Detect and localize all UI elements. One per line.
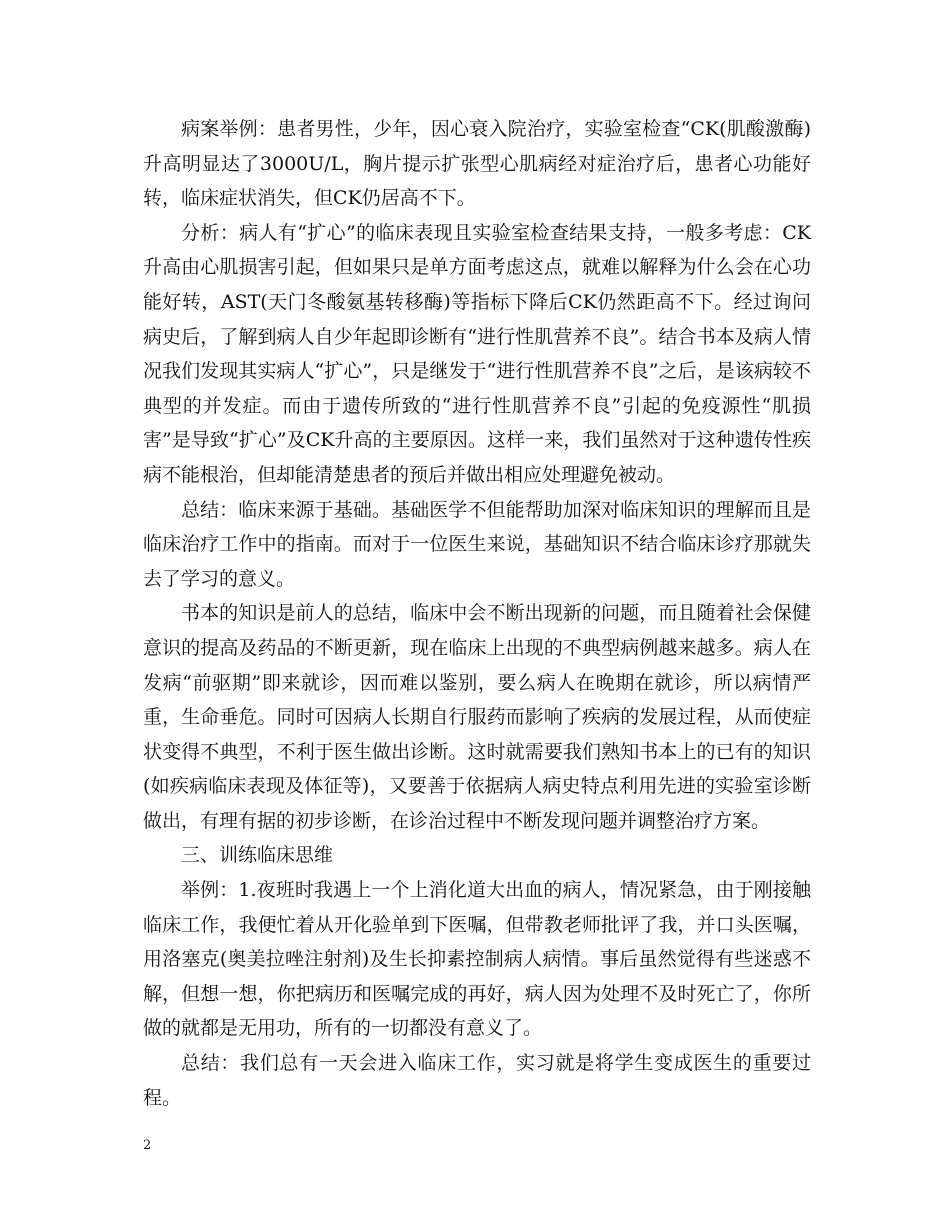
page-number: 2 [143, 1138, 152, 1153]
section-heading: 三、训练临床思维 [181, 844, 334, 867]
textbook-knowledge-paragraph: 书本的知识是前人的总结，临床中会不断出现新的问题，而且随着社会保健意识的提高及药品的不断更新，现在临床上出现的不典型病例越来越多。病人在发病“前驱期”即来就诊，因而难以鉴别，要么病人在晚期在就诊，所以病情严重，生命垂危。同时可因病人长期自行服药而影响了疾病的发展过程，从而使症状变得不典型，不利于医生做出诊断。这时就需要我们熟知书本上的已有的知识(如疾病临床表现及体征等)，又要善于依据病人病史特点利用先进的实验室诊断做出，有理有据的初步诊断，在诊治过程中不断发现问题并调整治疗方案。 [143, 602, 811, 832]
case-example-paragraph: 病案举例：患者男性，少年，因心衰入院治疗，实验室检查“CK(肌酸激酶)升高明显达了3000U/L，胸片提示扩张型心肌病经对症治疗后，患者心功能好转，临床症状消失，但CK仍居高不下。 [143, 118, 811, 210]
example-paragraph: 举例：1.夜班时我遇上一个上消化道大出血的病人，情况紧急，由于刚接触临床工作，我便忙着从开化验单到下医嘱，但带教老师批评了我，并口头医嘱，用洛塞克(奥美拉唑注射剂)及生长抑素控制病人病情。事后虽然觉得有些迷惑不解，但想一想，你把病历和医嘱完成的再好，病人因为处理不及时死亡了，你所做的就都是无用功，所有的一切都没有意义了。 [143, 879, 811, 1040]
analysis-paragraph: 分析：病人有“扩心”的临床表现且实验室检查结果支持，一般多考虑：CK升高由心肌损害引起，但如果只是单方面考虑这点，就难以解释为什么会在心功能好转，AST(天门冬酸氨基转移酶)等指标下降后CK仍然距高不下。经过询问病史后，了解到病人自少年起即诊断有“进行性肌营养不良”。结合书本及病人情况我们发现其实病人“扩心”，只是继发于“进行性肌营养不良”之后，是该病较不典型的并发症。而由于遗传所致的“进行性肌营养不良”引起的免疫源性“肌损害”是导致“扩心”及CK升高的主要原因。这样一来，我们虽然对于这种遗传性疾病不能根治，但却能清楚患者的预后并做出相应处理避免被动。 [143, 221, 811, 486]
summary-paragraph: 总结：临床来源于基础。基础医学不但能帮助加深对临床知识的理解而且是临床治疗工作中的指南。而对于一位医生来说，基础知识不结合临床诊疗那就失去了学习的意义。 [143, 498, 811, 590]
final-summary-paragraph: 总结：我们总有一天会进入临床工作，实习就是将学生变成医生的重要过程。 [143, 1052, 811, 1109]
document-body [143, 112, 811, 1115]
